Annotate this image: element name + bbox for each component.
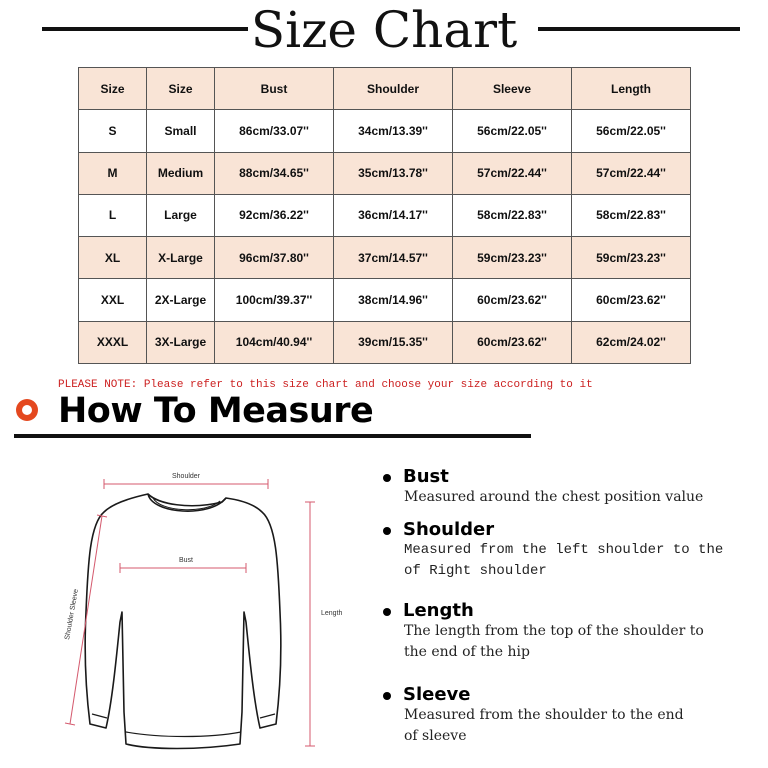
measure-heading: Length (403, 600, 474, 621)
measure-heading: Sleeve (403, 684, 471, 705)
length-label: Length (321, 610, 343, 617)
measure-description: of Right shoulder (404, 563, 547, 579)
table-cell: 60cm/23.62'' (453, 279, 572, 321)
table-header-cell: Bust (215, 68, 334, 110)
table-cell: 56cm/22.05'' (572, 110, 691, 152)
size-table (78, 67, 691, 364)
measure-description: Measured around the chest position value (404, 489, 704, 505)
table-header-cell: Length (572, 68, 691, 110)
table-cell: XL (79, 237, 147, 279)
table-cell: XXXL (79, 321, 147, 363)
table-cell: 3X-Large (147, 321, 215, 363)
table-cell: 62cm/24.02'' (572, 321, 691, 363)
table-cell: 104cm/40.94'' (215, 321, 334, 363)
table-cell: 59cm/23.23'' (453, 237, 572, 279)
table-row (79, 321, 691, 363)
table-cell: 60cm/23.62'' (453, 321, 572, 363)
bullet-dot-icon (383, 527, 391, 535)
table-header-cell: Shoulder (334, 68, 453, 110)
size-note: PLEASE NOTE: Please refer to this size chart and choose your size according to it (58, 379, 593, 391)
table-row (79, 152, 691, 194)
table-cell: 58cm/22.83'' (572, 194, 691, 236)
measure-description: of sleeve (404, 728, 467, 744)
shoulder-label: Shoulder (171, 473, 201, 480)
bullet-dot-icon (383, 692, 391, 700)
heading-underline (14, 434, 531, 438)
page-title: Size Chart (250, 1, 518, 59)
table-row (79, 194, 691, 236)
table-cell: 92cm/36.22'' (215, 194, 334, 236)
measure-description: Measured from the left shoulder to the (404, 542, 724, 558)
table-cell: 36cm/14.17'' (334, 194, 453, 236)
how-to-measure-heading: How To Measure (58, 391, 374, 431)
table-header-row (79, 68, 691, 110)
table-header-cell: Size (79, 68, 147, 110)
table-cell: 100cm/39.37'' (215, 279, 334, 321)
table-cell: 59cm/23.23'' (572, 237, 691, 279)
table-header-cell: Size (147, 68, 215, 110)
table-cell: L (79, 194, 147, 236)
sweater-outline (85, 494, 281, 749)
table-cell: 37cm/14.57'' (334, 237, 453, 279)
table-cell: 58cm/22.83'' (453, 194, 572, 236)
bullet-dot-icon (383, 608, 391, 616)
table-cell: M (79, 152, 147, 194)
measure-description: Measured from the shoulder to the end (404, 707, 684, 723)
table-cell: 88cm/34.65'' (215, 152, 334, 194)
bullet-circle-icon (16, 399, 38, 421)
table-cell: 57cm/22.44'' (572, 152, 691, 194)
table-cell: XXL (79, 279, 147, 321)
table-cell: 38cm/14.96'' (334, 279, 453, 321)
measure-description: the end of the hip (404, 644, 530, 660)
table-cell: Medium (147, 152, 215, 194)
table-cell: S (79, 110, 147, 152)
table-cell: 86cm/33.07'' (215, 110, 334, 152)
table-cell: 34cm/13.39'' (334, 110, 453, 152)
table-cell: 96cm/37.80'' (215, 237, 334, 279)
measure-description: The length from the top of the shoulder to (404, 623, 704, 639)
table-cell: 56cm/22.05'' (453, 110, 572, 152)
table-cell: 2X-Large (147, 279, 215, 321)
measure-heading: Bust (403, 466, 449, 487)
table-cell: X-Large (147, 237, 215, 279)
table-row (79, 237, 691, 279)
table-cell: Large (147, 194, 215, 236)
table-row (79, 110, 691, 152)
measure-heading: Shoulder (403, 519, 495, 540)
bullet-dot-icon (383, 474, 391, 482)
bust-label: Bust (178, 557, 194, 564)
table-row (79, 279, 691, 321)
table-cell: 39cm/15.35'' (334, 321, 453, 363)
table-cell: 60cm/23.62'' (572, 279, 691, 321)
table-cell: 57cm/22.44'' (453, 152, 572, 194)
sleeve-label: Shoulder Sleeve (64, 588, 80, 641)
table-header-cell: Sleeve (453, 68, 572, 110)
table-cell: Small (147, 110, 215, 152)
table-cell: 35cm/13.78'' (334, 152, 453, 194)
sweater-diagram (40, 462, 370, 762)
